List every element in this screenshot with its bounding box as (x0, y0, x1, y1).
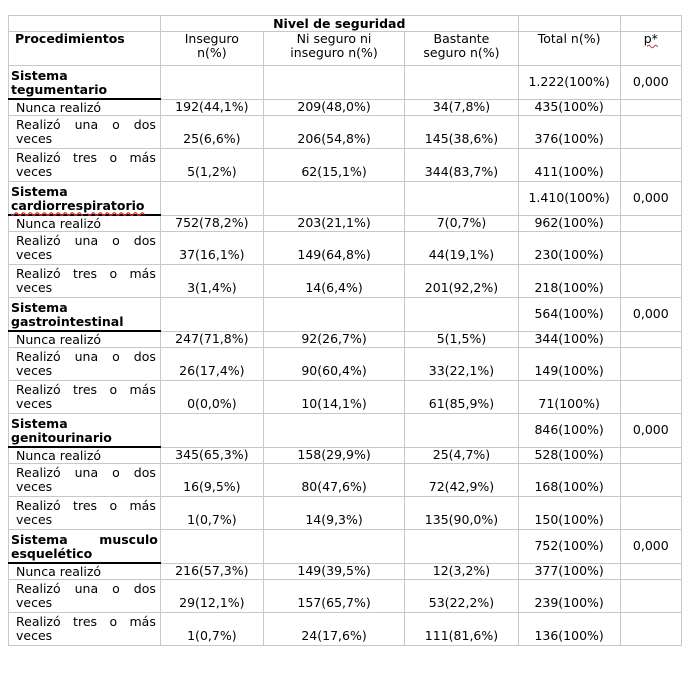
cell-bastante-seguro: 33(22,1%) (405, 348, 518, 381)
section-name-line2: genitourinario (11, 430, 112, 445)
row-label (9, 348, 161, 381)
header-group-row (9, 16, 682, 32)
row-label: Nunca realizó (9, 331, 161, 348)
data-row (9, 265, 682, 298)
header-p-value (620, 32, 681, 66)
data-row (9, 464, 682, 497)
row-label-line1: Realizó una o dos (16, 349, 156, 364)
row-label (9, 580, 161, 613)
header-row (9, 32, 682, 66)
header-bastante-seguro (405, 32, 518, 66)
cell-p-empty (620, 497, 681, 530)
cell-bastante-seguro: 12(3,2%) (405, 563, 518, 580)
results-table (8, 15, 682, 646)
row-label-line2: veces (16, 363, 53, 378)
section-name (9, 414, 161, 448)
row-label-line1: Realizó tres o más (16, 382, 156, 397)
header-inseguro-line2: n(%) (197, 45, 227, 60)
cell-bastante-seguro: 72(42,9%) (405, 464, 518, 497)
cell-p-empty (620, 580, 681, 613)
cell-ni-seguro: 149(39,5%) (263, 563, 404, 580)
section-row (9, 414, 682, 448)
section-empty-cell (405, 530, 518, 564)
cell-bastante-seguro: 25(4,7%) (405, 447, 518, 464)
cell-total: 136(100%) (518, 613, 620, 646)
cell-inseguro: 1(0,7%) (160, 497, 263, 530)
cell-inseguro: 29(12,1%) (160, 580, 263, 613)
section-name-line2: gastrointestinal (11, 314, 124, 329)
header-ni-seguro-line2: inseguro n(%) (290, 45, 378, 60)
cell-ni-seguro: 92(26,7%) (263, 331, 404, 348)
results-table-container (8, 15, 682, 646)
cell-inseguro: 192(44,1%) (160, 99, 263, 116)
section-row (9, 66, 682, 100)
section-total: 846(100%) (518, 414, 620, 448)
section-name-line2: tegumentario (11, 82, 108, 97)
cell-total: 150(100%) (518, 497, 620, 530)
cell-total: 376(100%) (518, 116, 620, 149)
row-label-line2: veces (16, 595, 53, 610)
section-name-line1: Sistema (11, 68, 68, 83)
row-label (9, 116, 161, 149)
section-total: 1.410(100%) (518, 182, 620, 216)
header-empty-cell (9, 16, 161, 32)
header-empty-cell (518, 16, 620, 32)
section-name (9, 66, 161, 100)
data-row (9, 116, 682, 149)
cell-bastante-seguro: 7(0,7%) (405, 215, 518, 232)
row-label-line2: veces (16, 131, 53, 146)
cell-inseguro: 37(16,1%) (160, 232, 263, 265)
row-label-line1: Realizó tres o más (16, 266, 156, 281)
cell-ni-seguro: 149(64,8%) (263, 232, 404, 265)
cell-inseguro: 16(9,5%) (160, 464, 263, 497)
data-row (9, 99, 682, 116)
cell-ni-seguro: 90(60,4%) (263, 348, 404, 381)
section-p-value: 0,000 (620, 66, 681, 100)
section-name (9, 530, 161, 564)
cell-total: 962(100%) (518, 215, 620, 232)
cell-total: 344(100%) (518, 331, 620, 348)
row-label-line2: veces (16, 628, 53, 643)
row-label: Nunca realizó (9, 563, 161, 580)
header-empty-cell (620, 16, 681, 32)
cell-total: 149(100%) (518, 348, 620, 381)
section-name-line2: cardiorrespiratorio (11, 198, 145, 213)
cell-p-empty (620, 215, 681, 232)
row-label-line1: Realizó una o dos (16, 117, 156, 132)
data-row (9, 215, 682, 232)
data-row (9, 149, 682, 182)
cell-ni-seguro: 206(54,8%) (263, 116, 404, 149)
row-label-line2: veces (16, 280, 53, 295)
cell-bastante-seguro: 145(38,6%) (405, 116, 518, 149)
cell-ni-seguro: 14(6,4%) (263, 265, 404, 298)
row-label-line2: veces (16, 479, 53, 494)
section-row (9, 530, 682, 564)
header-inseguro (160, 32, 263, 66)
row-label-line2: veces (16, 164, 53, 179)
cell-ni-seguro: 14(9,3%) (263, 497, 404, 530)
header-ni-seguro-line1: Ni seguro ni (296, 31, 372, 46)
section-total: 564(100%) (518, 298, 620, 332)
section-empty-cell (160, 182, 263, 216)
cell-bastante-seguro: 344(83,7%) (405, 149, 518, 182)
cell-total: 168(100%) (518, 464, 620, 497)
data-row (9, 563, 682, 580)
section-empty-cell (160, 414, 263, 448)
cell-total: 239(100%) (518, 580, 620, 613)
section-empty-cell (263, 298, 404, 332)
row-label-line2: veces (16, 247, 53, 262)
data-row (9, 613, 682, 646)
cell-p-empty (620, 232, 681, 265)
section-total: 1.222(100%) (518, 66, 620, 100)
cell-total: 411(100%) (518, 149, 620, 182)
data-row (9, 348, 682, 381)
cell-p-empty (620, 447, 681, 464)
cell-ni-seguro: 62(15,1%) (263, 149, 404, 182)
section-row (9, 298, 682, 332)
section-name (9, 182, 161, 216)
header-procedimientos: Procedimientos (9, 32, 161, 66)
cell-inseguro: 247(71,8%) (160, 331, 263, 348)
row-label-line2: veces (16, 512, 53, 527)
cell-bastante-seguro: 61(85,9%) (405, 381, 518, 414)
cell-p-empty (620, 265, 681, 298)
row-label: Nunca realizó (9, 99, 161, 116)
cell-inseguro: 26(17,4%) (160, 348, 263, 381)
cell-inseguro: 216(57,3%) (160, 563, 263, 580)
row-label (9, 265, 161, 298)
data-row (9, 497, 682, 530)
cell-bastante-seguro: 111(81,6%) (405, 613, 518, 646)
cell-bastante-seguro: 201(92,2%) (405, 265, 518, 298)
section-empty-cell (160, 530, 263, 564)
data-row (9, 447, 682, 464)
data-row (9, 580, 682, 613)
cell-inseguro: 345(65,3%) (160, 447, 263, 464)
cell-inseguro: 0(0,0%) (160, 381, 263, 414)
row-label-line1: Realizó tres o más (16, 150, 156, 165)
row-label-line1: Realizó una o dos (16, 233, 156, 248)
cell-ni-seguro: 203(21,1%) (263, 215, 404, 232)
cell-ni-seguro: 10(14,1%) (263, 381, 404, 414)
header-bastante-line1: Bastante (433, 31, 490, 46)
section-empty-cell (405, 66, 518, 100)
row-label-line1: Realizó tres o más (16, 614, 156, 629)
section-name-line1: Sistema (11, 184, 68, 199)
row-label (9, 464, 161, 497)
cell-ni-seguro: 80(47,6%) (263, 464, 404, 497)
section-row (9, 182, 682, 216)
cell-p-empty (620, 464, 681, 497)
section-name-line1: Sistema (11, 416, 68, 431)
cell-ni-seguro: 157(65,7%) (263, 580, 404, 613)
cell-p-empty (620, 613, 681, 646)
section-p-value: 0,000 (620, 298, 681, 332)
cell-total: 218(100%) (518, 265, 620, 298)
section-p-value: 0,000 (620, 414, 681, 448)
section-p-value: 0,000 (620, 530, 681, 564)
cell-bastante-seguro: 53(22,2%) (405, 580, 518, 613)
row-label (9, 149, 161, 182)
cell-inseguro: 752(78,2%) (160, 215, 263, 232)
row-label-line1: Realizó tres o más (16, 498, 156, 513)
section-name (9, 298, 161, 332)
data-row (9, 381, 682, 414)
cell-p-empty (620, 563, 681, 580)
row-label (9, 613, 161, 646)
row-label: Nunca realizó (9, 215, 161, 232)
section-empty-cell (263, 414, 404, 448)
row-label (9, 497, 161, 530)
section-empty-cell (263, 182, 404, 216)
row-label (9, 381, 161, 414)
cell-inseguro: 25(6,6%) (160, 116, 263, 149)
cell-p-empty (620, 99, 681, 116)
row-label-line1: Realizó una o dos (16, 581, 156, 596)
cell-inseguro: 1(0,7%) (160, 613, 263, 646)
cell-p-empty (620, 149, 681, 182)
cell-bastante-seguro: 5(1,5%) (405, 331, 518, 348)
cell-p-empty (620, 116, 681, 149)
section-p-value: 0,000 (620, 182, 681, 216)
header-ni-seguro (263, 32, 404, 66)
cell-total: 377(100%) (518, 563, 620, 580)
data-row (9, 331, 682, 348)
row-label-line1: Realizó una o dos (16, 465, 156, 480)
section-empty-cell (263, 530, 404, 564)
section-name-line1: Sistema (11, 300, 68, 315)
header-inseguro-line1: Inseguro (184, 31, 239, 46)
row-label (9, 232, 161, 265)
cell-total: 528(100%) (518, 447, 620, 464)
header-total: Total n(%) (518, 32, 620, 66)
cell-p-empty (620, 331, 681, 348)
section-name-line1: Sistema musculo (11, 532, 158, 547)
cell-ni-seguro: 24(17,6%) (263, 613, 404, 646)
cell-inseguro: 5(1,2%) (160, 149, 263, 182)
section-empty-cell (160, 66, 263, 100)
row-label: Nunca realizó (9, 447, 161, 464)
section-total: 752(100%) (518, 530, 620, 564)
section-empty-cell (160, 298, 263, 332)
cell-total: 230(100%) (518, 232, 620, 265)
section-empty-cell (405, 414, 518, 448)
header-bastante-line2: seguro n(%) (423, 45, 500, 60)
header-group-label: Nivel de seguridad (160, 16, 518, 32)
cell-inseguro: 3(1,4%) (160, 265, 263, 298)
data-row (9, 232, 682, 265)
cell-bastante-seguro: 44(19,1%) (405, 232, 518, 265)
cell-total: 435(100%) (518, 99, 620, 116)
cell-bastante-seguro: 34(7,8%) (405, 99, 518, 116)
section-empty-cell (263, 66, 404, 100)
cell-p-empty (620, 381, 681, 414)
section-empty-cell (405, 298, 518, 332)
cell-ni-seguro: 209(48,0%) (263, 99, 404, 116)
header-p-symbol: p* (643, 31, 658, 46)
cell-ni-seguro: 158(29,9%) (263, 447, 404, 464)
row-label-line2: veces (16, 396, 53, 411)
cell-total: 71(100%) (518, 381, 620, 414)
cell-p-empty (620, 348, 681, 381)
cell-bastante-seguro: 135(90,0%) (405, 497, 518, 530)
section-name-line2: esquelético (11, 546, 93, 561)
section-empty-cell (405, 182, 518, 216)
